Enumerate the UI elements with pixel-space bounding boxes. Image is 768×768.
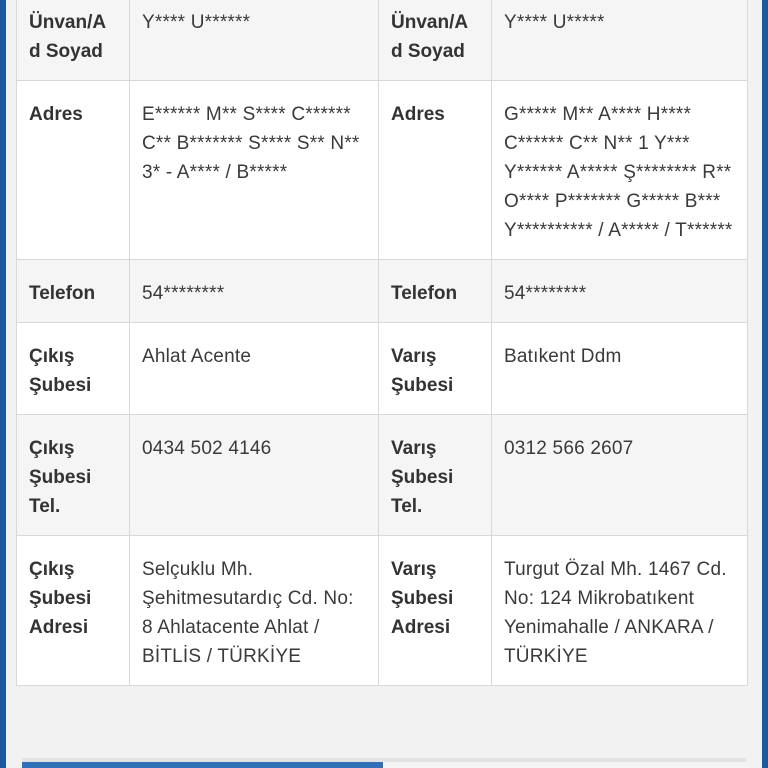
sender-address-value: E****** M** S**** C****** C** B******* S**** S** N** 3* - A**** / B*****	[130, 81, 379, 260]
origin-branch-label: Çıkış Şubesi	[17, 323, 130, 415]
table-row-branch-phone	[17, 415, 748, 536]
table-row-branch-address	[17, 536, 748, 686]
sender-name-value: Y**** U******	[130, 0, 379, 81]
tab-active[interactable]	[22, 762, 383, 768]
origin-branch-value: Ahlat Acente	[130, 323, 379, 415]
origin-branch-phone-label: Çıkış Şubesi Tel.	[17, 415, 130, 536]
destination-branch-address-value: Turgut Özal Mh. 1467 Cd. No: 124 Mikrobatıkent Yenimahalle / ANKARA / TÜRKİYE	[492, 536, 748, 686]
destination-branch-address-label: Varış Şubesi Adresi	[379, 536, 492, 686]
destination-branch-label: Varış Şubesi	[379, 323, 492, 415]
origin-branch-address-label: Çıkış Şubesi Adresi	[17, 536, 130, 686]
destination-branch-value: Batıkent Ddm	[492, 323, 748, 415]
sender-phone-value: 54********	[130, 260, 379, 323]
receiver-phone-value: 54********	[492, 260, 748, 323]
destination-branch-phone-value: 0312 566 2607	[492, 415, 748, 536]
receiver-name-value: Y**** U*****	[492, 0, 748, 81]
receiver-address-label: Adres	[379, 81, 492, 260]
origin-branch-phone-value: 0434 502 4146	[130, 415, 379, 536]
receiver-address-value: G***** M** A**** H**** C****** C** N** 1 Y*** Y****** A***** Ş******** R** O**** P******* G***** B*** Y********** / A***** / T******	[492, 81, 748, 260]
table-row-branch	[17, 323, 748, 415]
tab-bar	[22, 758, 746, 768]
sender-phone-label: Telefon	[17, 260, 130, 323]
origin-branch-address-value: Selçuklu Mh. Şehitmesutardıç Cd. No: 8 Ahlatacente Ahlat / BİTLİS / TÜRKİYE	[130, 536, 379, 686]
destination-branch-phone-label: Varış Şubesi Tel.	[379, 415, 492, 536]
table-row-name	[17, 0, 748, 81]
tab-inactive[interactable]	[383, 762, 746, 768]
sender-name-label: Ünvan/Ad Soyad	[17, 0, 130, 81]
table-row-address	[17, 81, 748, 260]
receiver-phone-label: Telefon	[379, 260, 492, 323]
shipment-info-table	[16, 0, 748, 686]
table-row-phone	[17, 260, 748, 323]
receiver-name-label: Ünvan/Ad Soyad	[379, 0, 492, 81]
sender-address-label: Adres	[17, 81, 130, 260]
